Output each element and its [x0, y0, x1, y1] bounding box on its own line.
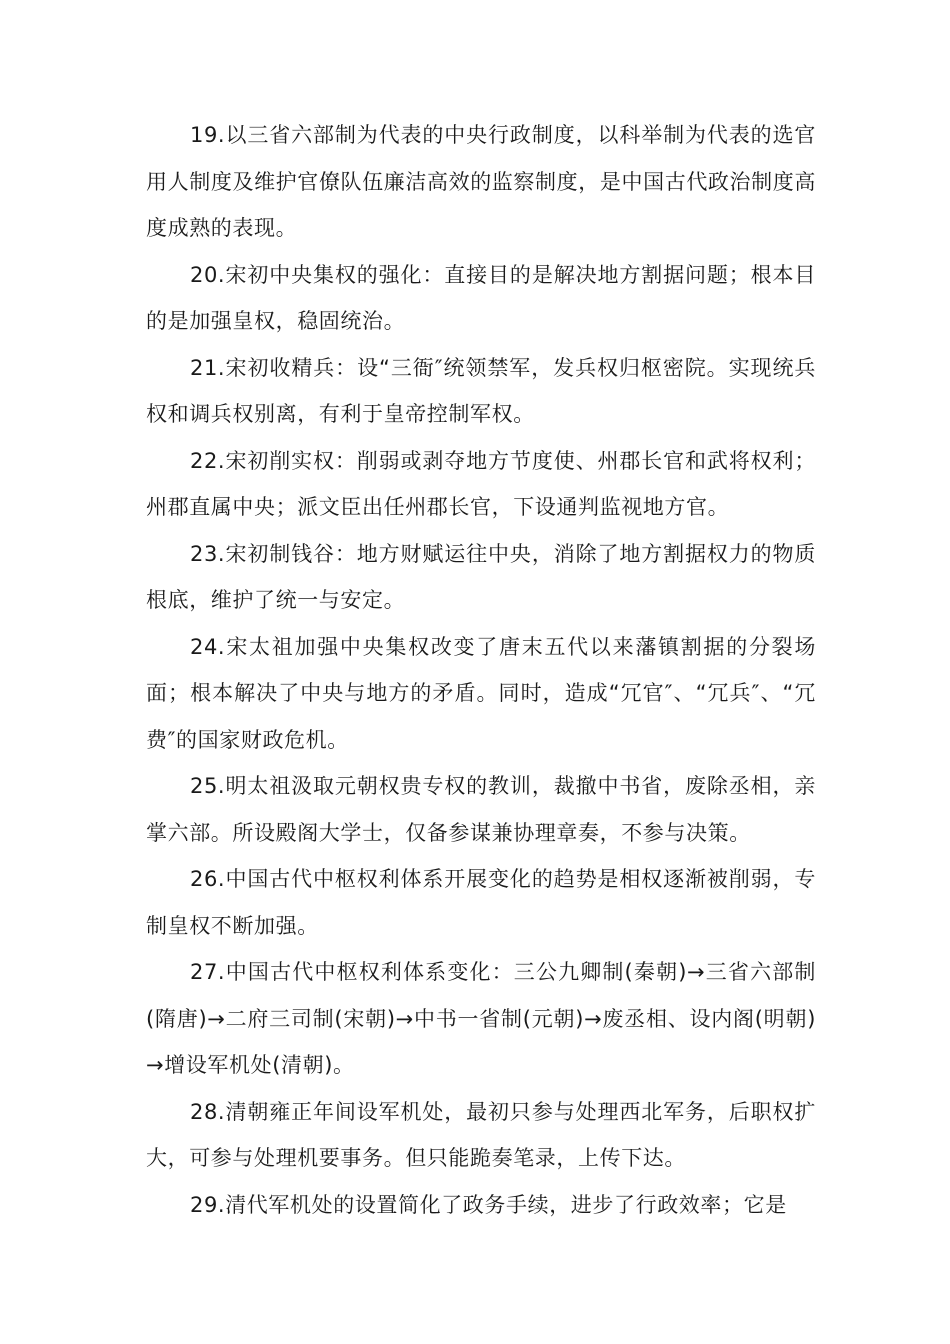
- document-body: [146, 112, 816, 1228]
- paragraph-26: 26.中国古代中枢权利体系开展变化的趋势是相权逐渐被削弱，专制皇权不断加强。: [146, 867, 816, 938]
- paragraph-24: 24.宋太祖加强中央集权改变了唐末五代以来藩镇割据的分裂场面；根本解决了中央与地方的矛盾。同时，造成“冗官″、“冗兵″、“冗费″的国家财政危机。: [146, 634, 816, 752]
- paragraph-22: 22.宋初削实权：削弱或剥夺地方节度使、州郡长官和武将权利；州郡直属中央；派文臣出任州郡长官，下设通判监视地方官。: [146, 448, 816, 519]
- paragraph-27: 27.中国古代中枢权利体系变化：三公九卿制(秦朝)→三省六部制(隋唐)→二府三司制(宋朝)→中书一省制(元朝)→废丞相、设内阁(明朝)→增设军机处(清朝)。: [146, 960, 816, 1077]
- paragraph-21: 21.宋初收精兵：设“三衙″统领禁军，发兵权归枢密院。实现统兵权和调兵权别离，有利于皇帝控制军权。: [146, 355, 816, 426]
- paragraph-28: 28.清朝雍正年间设军机处，最初只参与处理西北军务，后职权扩大，可参与处理机要事务。但只能跪奏笔录，上传下达。: [146, 1099, 816, 1170]
- paragraph-23: 23.宋初制钱谷：地方财赋运往中央，消除了地方割据权力的物质根底，维护了统一与安定。: [146, 541, 816, 612]
- paragraph-29: 29.清代军机处的设置简化了政务手续，进步了行政效率；它是: [190, 1192, 787, 1217]
- paragraph-25: 25.明太祖汲取元朝权贵专权的教训，裁撤中书省，废除丞相，亲掌六部。所设殿阁大学士，仅备参谋兼协理章奏，不参与决策。: [146, 774, 816, 845]
- paragraph-20: 20.宋初中央集权的强化：直接目的是解决地方割据问题；根本目的是加强皇权，稳固统治。: [146, 262, 816, 333]
- paragraph-19: 19.以三省六部制为代表的中央行政制度，以科举制为代表的选官用人制度及维护官僚队伍廉洁高效的监察制度，是中国古代政治制度高度成熟的表现。: [146, 123, 816, 240]
